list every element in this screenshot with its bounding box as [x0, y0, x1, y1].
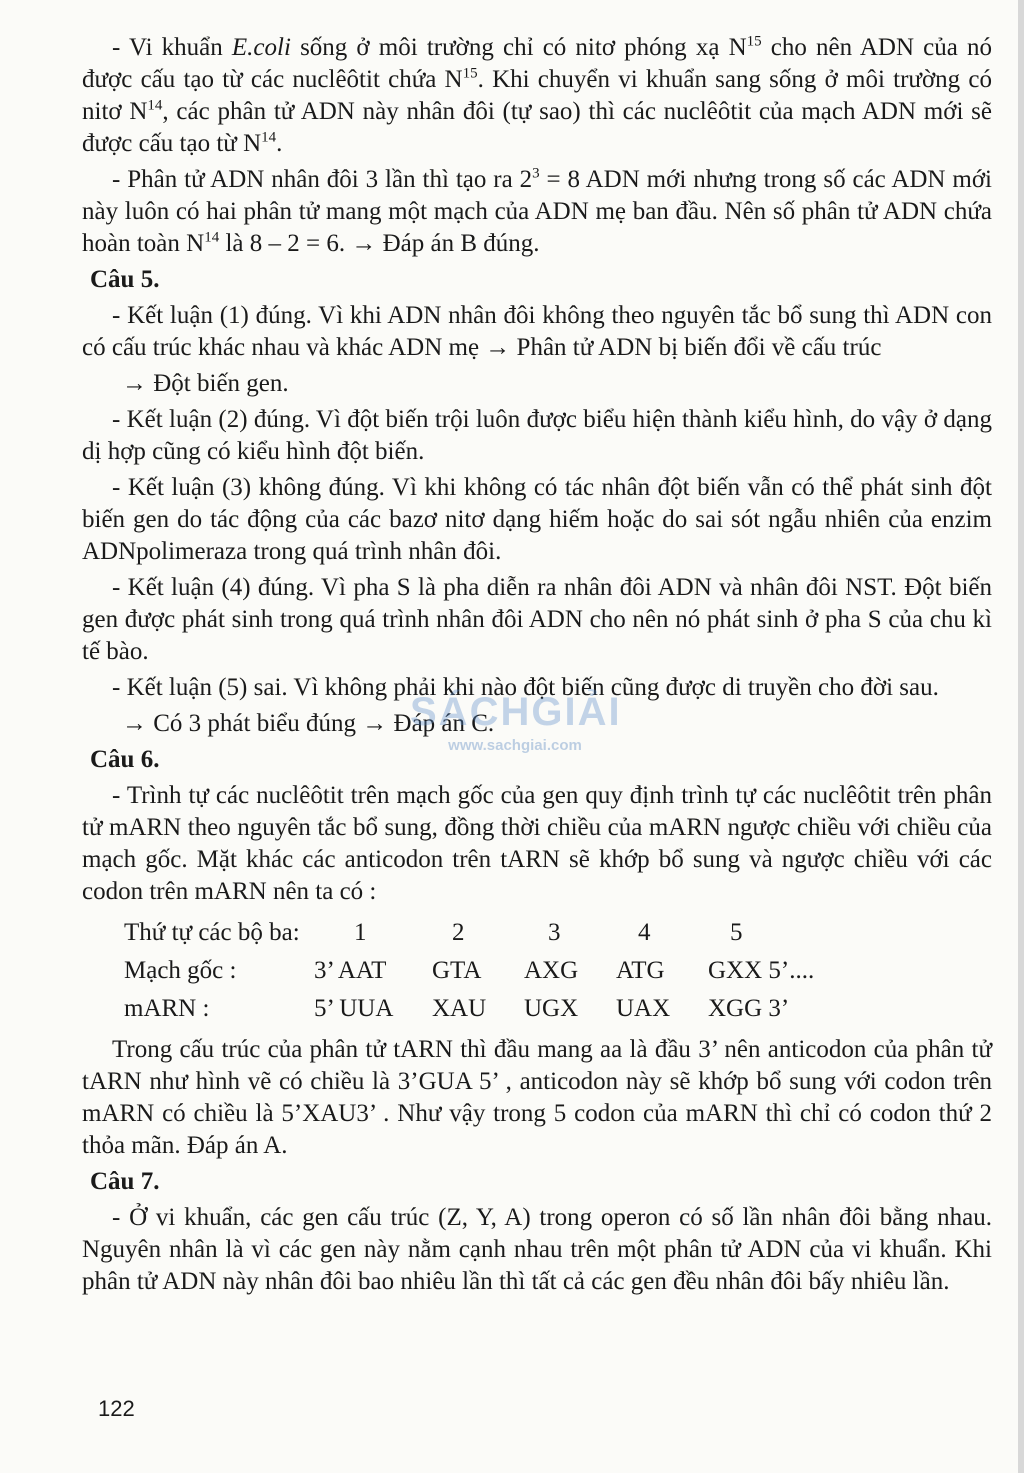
table-cell: 5 — [730, 919, 743, 946]
paragraph-adn-replication: - Phân tử ADN nhân đôi 3 lần thì tạo ra $2^3 = 8$ ADN mới nhưng trong số các ADN mới này luôn có hai phân tử mang một mạch của ADN mẹ ban đầu. Nên số phân tử ADN chứa hoàn toàn $N^{14}$ là 8 – 2 = 6. → Đáp án B đúng. — [82, 165, 993, 257]
watermark-logo: SÁCHGIẢI — [410, 690, 622, 734]
table-cell: XGG 3’ — [708, 995, 790, 1022]
row-label: Mạch gốc : — [124, 957, 237, 984]
table-cell: UAX — [616, 995, 671, 1022]
page-content — [82, 32, 992, 1302]
table-cell: GXX 5’.... — [708, 957, 815, 984]
table-cell: 5’ UUA — [314, 995, 394, 1022]
cau5-conclusion-3: - Kết luận (3) không đúng. Vì khi không có tác nhân đột biến vẫn có thể phát sinh đột biến gen do tác động của các bazơ nitơ dạng hiếm hoặc do sai sót ngẫu nhiên của enzim ADNpolimeraza trong quá trình nhân đôi. — [82, 474, 992, 565]
heading-cau-7: Câu 7. — [90, 1168, 160, 1195]
table-cell: 2 — [452, 919, 465, 946]
table-cell: AXG — [524, 957, 579, 984]
table-cell: 4 — [638, 919, 651, 946]
watermark — [410, 690, 620, 754]
cau5-conclusion-2: - Kết luận (2) đúng. Vì đột biến trội luôn được biểu hiện thành kiểu hình, do vậy ở dạng dị hợp cũng có kiểu hình đột biến. — [82, 406, 992, 465]
table-row — [124, 914, 992, 952]
page-edge-shadow — [1018, 0, 1024, 1473]
table-row — [124, 952, 992, 990]
row-label: mARN : — [124, 995, 210, 1022]
cau5-conclusion-1: - Kết luận (1) đúng. Vì khi ADN nhân đôi không theo nguyên tắc bổ sung thì ADN con có cấu trúc khác nhau và khác ADN mẹ → Phân tử ADN bị biến đổi về cấu trúc — [82, 302, 992, 361]
heading-cau-6: Câu 6. — [90, 746, 160, 773]
cau6-explanation: - Trình tự các nuclêôtit trên mạch gốc của gen quy định trình tự các nuclêôtit trên phân tử mARN theo nguyên tắc bổ sung, đồng thời chiều của mARN ngược chiều với chiều của mạch gốc. Mặt khác các anticodon trên tARN sẽ khớp bổ sung và ngược chiều với các codon trên mARN nên ta có : — [82, 782, 992, 905]
row-label: Thứ tự các bộ ba: — [124, 919, 300, 946]
heading-cau-5: Câu 5. — [90, 266, 160, 293]
paragraph-ecoli: - Vi khuẩn E.coli sống ở môi trường chỉ có nitơ phóng xạ $N^{15}$ cho nên ADN của nó được cấu tạo từ các nuclêôtit chứa $N^{15}$. Khi chuyển vi khuẩn sang sống ở môi trường có nitơ $N^{14}$, các phân tử ADN này nhân đôi (tự sao) thì các nuclêôtit của mạch ADN mới sẽ được cấu tạo từ $N^{14}$. — [82, 33, 993, 157]
watermark-url: www.sachgiai.com — [448, 737, 582, 754]
cau5-conclusion-1-result: → Đột biến gen. — [122, 370, 289, 397]
table-cell: 1 — [354, 919, 367, 946]
cau7-explanation: - Ở vi khuẩn, các gen cấu trúc (Z, Y, A) trong operon có số lần nhân đôi bằng nhau. Nguyên nhân là vì các gen này nằm cạnh nhau trên một phân tử ADN của vi khuẩn. Khi phân tử ADN này nhân đôi bao nhiêu lần thì tất cả các gen đều nhân đôi bấy nhiêu lần. — [82, 1204, 992, 1295]
table-cell: XAU — [432, 995, 487, 1022]
table-row — [124, 990, 992, 1028]
table-cell: UGX — [524, 995, 579, 1022]
table-cell: 3’ AAT — [314, 957, 387, 984]
page-number: 122 — [98, 1396, 135, 1421]
cau6-conclusion: Trong cấu trúc của phân tử tARN thì đầu mang aa là đầu 3’ nên anticodon của phân tử tARN như hình vẽ có chiều là 3’GUA 5’ , anticodon này sẽ khớp bổ sung với codon trên mARN có chiều là 5’XAU3’ . Như vậy trong 5 codon của mARN thì chỉ có codon thứ 2 thỏa mãn. Đáp án A. — [82, 1036, 992, 1159]
table-cell: GTA — [432, 957, 482, 984]
cau5-answer: → Có 3 phát biểu đúng → Đáp án C. — [122, 710, 495, 737]
table-cell: ATG — [616, 957, 665, 984]
cau5-conclusion-4: - Kết luận (4) đúng. Vì pha S là pha diễn ra nhân đôi ADN và nhân đôi NST. Đột biến gen được phát sinh trong quá trình nhân đôi ADN cho nên nó phát sinh ở pha S của chu kì tế bào. — [82, 574, 992, 665]
table-cell: 3 — [548, 919, 561, 946]
codon-table — [124, 914, 992, 1028]
cau5-conclusion-5: - Kết luận (5) sai. Vì không phải khi nào đột biến cũng được di truyền cho đời sau. — [112, 674, 939, 701]
